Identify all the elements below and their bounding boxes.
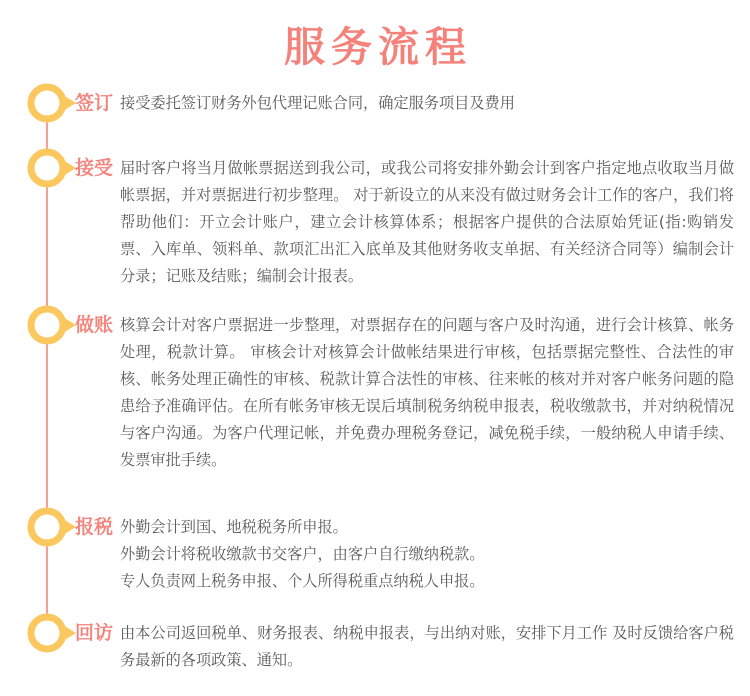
step-node-icon — [27, 505, 77, 549]
step-row-receive — [0, 155, 750, 290]
step-row-follow-up — [0, 620, 750, 674]
step-text-line: 外勤会计到国、地税税务所申报。 — [120, 518, 348, 536]
step-node-icon — [27, 146, 77, 190]
step-node-icon — [27, 303, 77, 347]
step-node-icon — [27, 81, 77, 125]
step-row-sign — [0, 90, 750, 117]
step-text — [120, 514, 734, 595]
step-text: 届时客户将当月做帐票据送到我公司，或我公司将安排外勤会计到客户指定地点收取当月做帐票据，并对票据进行初步整理。 对于新设立的从来没有做过财务会计工作的客户，我们将帮助他们：开立会计账户，建立会计核算体系；根据客户提供的合法原始凭证(指:购销发票、入库单、领料单、款项汇出汇入底单及其他财务收支单据、有关经济合同等）编制会计分录；记账及结账；编制会计报表。 — [120, 159, 734, 285]
step-text-line: 外勤会计将税收缴款书交客户，由客户自行缴纳税款。 — [120, 545, 485, 563]
page-title: 服务流程 — [284, 23, 472, 71]
step-text: 接受委托签订财务外包代理记账合同，确定服务项目及费用 — [120, 94, 515, 112]
step-text-line: 专人负责网上税务申报、个人所得税重点纳税人申报。 — [120, 572, 485, 590]
step-node-icon — [27, 611, 77, 655]
step-label: 回访 — [75, 622, 114, 644]
step-label: 签订 — [75, 92, 114, 114]
step-label: 接受 — [75, 157, 114, 179]
step-label: 做账 — [75, 314, 114, 336]
step-label: 报税 — [75, 516, 114, 538]
step-text: 由本公司返回税单、财务报表、纳税申报表，与出纳对账，安排下月工作 及时反馈给客户税务最新的各项政策、通知。 — [120, 624, 734, 669]
step-row-bookkeeping — [0, 312, 750, 474]
step-text: 核算会计对客户票据进一步整理，对票据存在的问题与客户及时沟通，进行会计核算、帐务处理，税款计算。 审核会计对核算会计做帐结果进行审核，包括票据完整性、合法性的审核、帐务处理正确性的审核、税款计算合法性的审核、往来帐的核对并对客户帐务问题的隐患给予准确评估。在所有帐务审核无误后填制税务纳税申报表，税收缴款书，并对纳税情况与客户沟通。为客户代理记帐，并免费办理税务登记，减免税手续，一般纳税人申请手续、发票审批手续。 — [120, 316, 734, 469]
step-row-tax-filing — [0, 514, 750, 595]
